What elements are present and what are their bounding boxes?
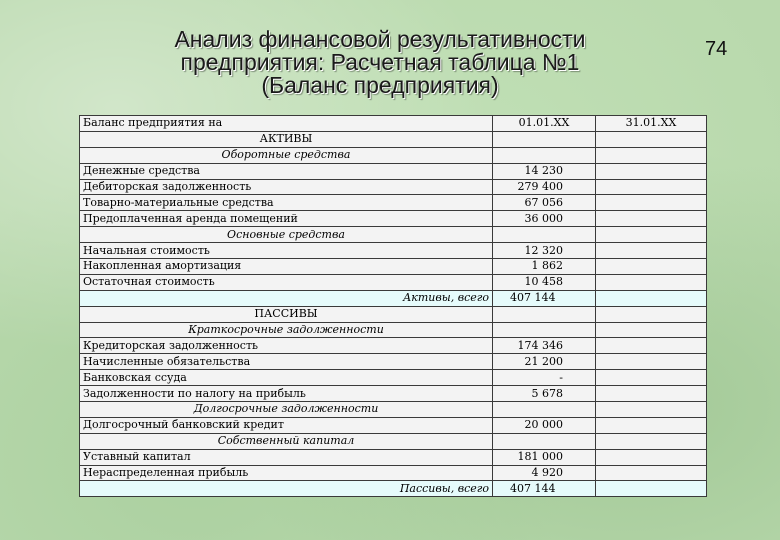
title-line-3: (Баланс предприятия) bbox=[261, 72, 499, 98]
table-row bbox=[80, 465, 707, 481]
long-term-title: Долгосрочные задолженности bbox=[80, 402, 493, 418]
row-label: Товарно-материальные средства bbox=[80, 195, 493, 211]
row-label: Остаточная стоимость bbox=[80, 274, 493, 290]
row-label: Банковская ссуда bbox=[80, 370, 493, 386]
row-value-2 bbox=[596, 163, 707, 179]
table-row bbox=[80, 259, 707, 275]
table-row bbox=[80, 386, 707, 402]
row-value-2 bbox=[596, 179, 707, 195]
row-label: Кредиторская задолженность bbox=[80, 338, 493, 354]
subsection-row-current-assets bbox=[80, 147, 707, 163]
subsection-row-long-term bbox=[80, 402, 707, 418]
section-row-liabilities bbox=[80, 306, 707, 322]
row-label: Накопленная амортизация bbox=[80, 259, 493, 275]
header-col-2: 31.01.XX bbox=[596, 116, 707, 132]
current-assets-title: Оборотные средства bbox=[80, 147, 493, 163]
row-value-2 bbox=[596, 338, 707, 354]
row-value-1: 10 458 bbox=[493, 274, 596, 290]
row-value-2 bbox=[596, 274, 707, 290]
table-row bbox=[80, 211, 707, 227]
assets-title: АКТИВЫ bbox=[80, 131, 493, 147]
short-term-title: Краткосрочные задолженности bbox=[80, 322, 493, 338]
row-value-2 bbox=[596, 243, 707, 259]
row-value-2 bbox=[596, 259, 707, 275]
row-label: Начисленные обязательства bbox=[80, 354, 493, 370]
row-value-2 bbox=[596, 211, 707, 227]
row-value-1: 174 346 bbox=[493, 338, 596, 354]
table-row bbox=[80, 243, 707, 259]
row-value-2 bbox=[596, 386, 707, 402]
title-line-2: предприятия: Расчетная таблица №1 bbox=[180, 49, 580, 75]
table-row bbox=[80, 354, 707, 370]
row-value-1: 181 000 bbox=[493, 449, 596, 465]
row-value-1: 36 000 bbox=[493, 211, 596, 227]
table-header-row bbox=[80, 116, 707, 132]
liabilities-total-value-1: 407 144 bbox=[493, 481, 596, 497]
header-col-1: 01.01.XX bbox=[493, 116, 596, 132]
liabilities-total-value-2 bbox=[596, 481, 707, 497]
table-row bbox=[80, 179, 707, 195]
row-value-1: 1 862 bbox=[493, 259, 596, 275]
row-value-1: 279 400 bbox=[493, 179, 596, 195]
table-row bbox=[80, 417, 707, 433]
equity-title: Собственный капитал bbox=[80, 433, 493, 449]
row-value-1: 5 678 bbox=[493, 386, 596, 402]
subsection-row-fixed-assets bbox=[80, 227, 707, 243]
row-value-1: 67 056 bbox=[493, 195, 596, 211]
table-row bbox=[80, 274, 707, 290]
row-value-1: - bbox=[493, 370, 596, 386]
row-value-2 bbox=[596, 417, 707, 433]
row-value-2 bbox=[596, 449, 707, 465]
row-value-2 bbox=[596, 195, 707, 211]
header-label: Баланс предприятия на bbox=[80, 116, 493, 132]
assets-total-value-1: 407 144 bbox=[493, 290, 596, 306]
assets-total-label: Активы, всего bbox=[80, 290, 493, 306]
row-value-1: 14 230 bbox=[493, 163, 596, 179]
row-value-1: 21 200 bbox=[493, 354, 596, 370]
subsection-row-equity bbox=[80, 433, 707, 449]
row-value-2 bbox=[596, 370, 707, 386]
assets-total-value-2 bbox=[596, 290, 707, 306]
subsection-row-short-term bbox=[80, 322, 707, 338]
row-value-1: 12 320 bbox=[493, 243, 596, 259]
table-row bbox=[80, 370, 707, 386]
section-row-assets bbox=[80, 131, 707, 147]
row-label: Дебиторская задолженность bbox=[80, 179, 493, 195]
page-number: 74 bbox=[705, 38, 728, 60]
row-value-2 bbox=[596, 465, 707, 481]
balance-table bbox=[79, 115, 707, 497]
title-line-1: Анализ финансовой результативности bbox=[174, 26, 586, 52]
row-value-2 bbox=[596, 354, 707, 370]
table-row bbox=[80, 163, 707, 179]
liabilities-title: ПАССИВЫ bbox=[80, 306, 493, 322]
fixed-assets-title: Основные средства bbox=[80, 227, 493, 243]
slide-title bbox=[100, 28, 660, 97]
table-row bbox=[80, 338, 707, 354]
row-label: Начальная стоимость bbox=[80, 243, 493, 259]
row-label: Нераспределенная прибыль bbox=[80, 465, 493, 481]
row-value-1: 20 000 bbox=[493, 417, 596, 433]
row-label: Долгосрочный банковский кредит bbox=[80, 417, 493, 433]
assets-total-row bbox=[80, 290, 707, 306]
table-row bbox=[80, 449, 707, 465]
liabilities-total-label: Пассивы, всего bbox=[80, 481, 493, 497]
row-label: Задолженности по налогу на прибыль bbox=[80, 386, 493, 402]
row-label: Денежные средства bbox=[80, 163, 493, 179]
row-label: Уставный капитал bbox=[80, 449, 493, 465]
row-label: Предоплаченная аренда помещений bbox=[80, 211, 493, 227]
table-row bbox=[80, 195, 707, 211]
row-value-1: 4 920 bbox=[493, 465, 596, 481]
liabilities-total-row bbox=[80, 481, 707, 497]
